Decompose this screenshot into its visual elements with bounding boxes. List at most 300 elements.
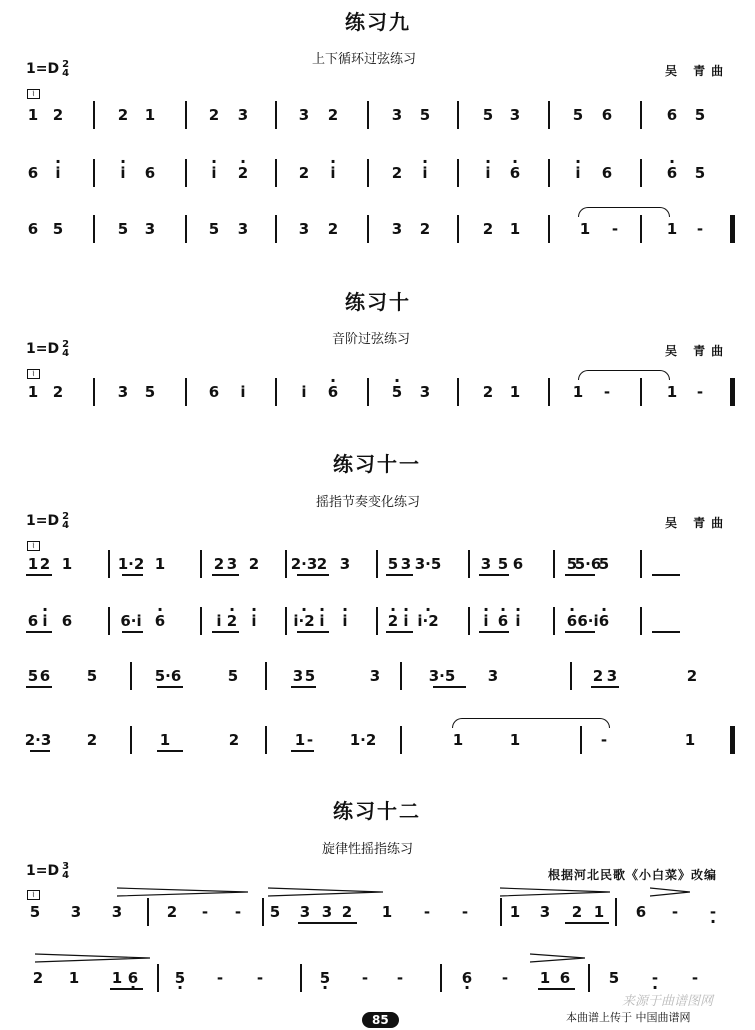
exercise-9-subtitle: 上下循环过弦练习 <box>312 52 417 67</box>
barline <box>640 378 642 406</box>
note: 3 <box>144 220 156 238</box>
beam <box>212 631 239 633</box>
note: 5·6 <box>154 667 182 685</box>
barline <box>265 662 267 690</box>
exercise-10-composer: 吴 青曲 <box>665 344 730 358</box>
note: - <box>691 969 699 987</box>
note: 2 <box>341 903 353 921</box>
barline <box>500 898 502 926</box>
note: 2 <box>592 667 604 685</box>
barline <box>457 159 459 187</box>
barline <box>93 159 95 187</box>
note: 5 <box>269 903 281 921</box>
score-row <box>0 105 755 135</box>
note: · 2 <box>227 611 237 631</box>
note: 3 <box>509 106 521 124</box>
note: 2 <box>482 383 494 401</box>
crescendo-hairpin <box>500 886 610 898</box>
note: 5 · <box>175 968 185 988</box>
exercise-9-title: 练习九 <box>345 10 411 34</box>
note: 3 <box>298 220 310 238</box>
barline <box>640 550 642 578</box>
note: 5 <box>144 383 156 401</box>
beam <box>157 750 183 752</box>
note: · i <box>422 163 427 183</box>
note: 1 <box>27 106 39 124</box>
note: 5 <box>598 555 610 573</box>
barline <box>157 964 159 992</box>
barline <box>130 726 132 754</box>
note: 5 <box>52 220 64 238</box>
note: - <box>396 969 404 987</box>
barline <box>440 964 442 992</box>
barline <box>640 607 642 635</box>
note: 3 <box>321 903 333 921</box>
note: 3·5 <box>414 555 442 573</box>
beam <box>386 574 413 576</box>
note: 6 <box>559 969 571 987</box>
note: 2 <box>419 220 431 238</box>
note: 3 <box>487 667 499 685</box>
beam <box>565 922 609 924</box>
beam <box>591 686 619 688</box>
note: 2 <box>391 164 403 182</box>
exercise-9-composer: 吴 青曲 <box>665 64 730 78</box>
exercise-11-key: 1=D 2 4 <box>26 511 70 531</box>
beam <box>479 574 509 576</box>
score-row <box>0 902 755 932</box>
beam <box>26 686 52 688</box>
barline <box>640 159 642 187</box>
note: 2 <box>117 106 129 124</box>
exercise-11-subtitle: 摇指节奏变化练习 <box>316 495 421 510</box>
exercise-10-title: 练习十 <box>345 290 411 314</box>
note: 1 <box>381 903 393 921</box>
note: · 5 <box>392 382 402 402</box>
note: 5 <box>387 555 399 573</box>
score-row <box>0 219 755 249</box>
beam <box>433 686 466 688</box>
note: 6 <box>144 164 156 182</box>
beam <box>565 631 595 633</box>
score-row <box>0 163 755 193</box>
note: 1 <box>154 555 166 573</box>
note: · i <box>575 163 580 183</box>
note: 1 <box>144 106 156 124</box>
note: · i <box>483 611 488 631</box>
page-number: 85 <box>362 1012 399 1028</box>
note: 6 <box>635 903 647 921</box>
note: 6 <box>601 106 613 124</box>
note: · i <box>120 163 125 183</box>
barline <box>548 159 550 187</box>
note: - <box>201 903 209 921</box>
note: 6·i <box>120 612 142 630</box>
barline <box>548 215 550 243</box>
note: 3·5 <box>428 667 456 685</box>
note: - <box>423 903 431 921</box>
note: · i <box>342 611 347 631</box>
note: 6·i <box>577 612 599 630</box>
note: - <box>501 969 509 987</box>
note: 2 <box>166 903 178 921</box>
note: 1 <box>579 220 591 238</box>
note: 6 <box>208 383 220 401</box>
time-signature: 2 4 <box>62 339 70 359</box>
note: 1 <box>159 731 171 749</box>
time-signature: 2 4 <box>62 511 70 531</box>
barline <box>376 607 378 635</box>
barline <box>548 378 550 406</box>
barline <box>275 215 277 243</box>
barline <box>265 726 267 754</box>
note: 5 <box>419 106 431 124</box>
barline <box>185 378 187 406</box>
note: 3 <box>111 903 123 921</box>
note: i <box>301 383 307 401</box>
note: - <box>216 969 224 987</box>
site-name: 中国曲谱网 <box>635 1011 691 1024</box>
beam <box>538 988 575 990</box>
note: - <box>696 383 704 401</box>
barline <box>147 898 149 926</box>
barline <box>200 550 202 578</box>
beam <box>26 631 52 633</box>
note: 1 <box>509 903 521 921</box>
note: 5 <box>86 667 98 685</box>
tremolo-mark-icon: ⌇ <box>27 541 40 551</box>
barline <box>367 101 369 129</box>
note: 1 <box>509 383 521 401</box>
barline <box>400 662 402 690</box>
beam <box>110 988 143 990</box>
note: · 6 <box>667 163 677 183</box>
note: · 6 <box>498 611 508 631</box>
note: · 6 <box>328 382 338 402</box>
beam <box>157 686 183 688</box>
barline <box>615 898 617 926</box>
barline <box>367 159 369 187</box>
note: 5 <box>572 106 584 124</box>
note: 3 <box>292 667 304 685</box>
barline <box>200 607 202 635</box>
note: 1 <box>509 220 521 238</box>
crescendo-hairpin <box>268 886 383 898</box>
watermark-logo: 来源于曲谱图网 <box>622 994 714 1009</box>
note: 2 <box>52 383 64 401</box>
barline <box>553 607 555 635</box>
note: 2 <box>32 969 44 987</box>
exercise-11-composer: 吴 青曲 <box>665 516 730 530</box>
note: 2 <box>228 731 240 749</box>
note: 5 <box>497 555 509 573</box>
beam <box>122 574 143 576</box>
note: · i <box>55 163 60 183</box>
note: 6 <box>666 106 678 124</box>
beam <box>291 686 316 688</box>
barline <box>185 159 187 187</box>
note: 1 <box>539 969 551 987</box>
note: 3 <box>226 555 238 573</box>
barline <box>262 898 264 926</box>
beam <box>122 631 143 633</box>
note: 2 <box>327 106 339 124</box>
tie <box>452 718 610 728</box>
beam <box>30 750 50 752</box>
tie <box>578 370 670 380</box>
barline <box>185 101 187 129</box>
barline <box>376 550 378 578</box>
exercise-12-subtitle: 旋律性摇指练习 <box>322 842 414 857</box>
beam <box>297 631 329 633</box>
note: · 6 <box>155 611 165 631</box>
tie <box>578 207 670 217</box>
note: 5 <box>27 667 39 685</box>
note: 5 <box>117 220 129 238</box>
time-signature: 3 4 <box>62 861 70 881</box>
barline <box>457 101 459 129</box>
beam <box>565 574 595 576</box>
barline <box>457 378 459 406</box>
exercise-12-composer: 根据河北民歌《小白菜》改编 <box>548 868 718 882</box>
barline <box>468 607 470 635</box>
note: · 2 <box>238 163 248 183</box>
note: 2 <box>213 555 225 573</box>
time-signature: 2 4 <box>62 59 70 79</box>
note: 1 <box>666 383 678 401</box>
exercise-10-subtitle: 音阶过弦练习 <box>332 332 411 347</box>
note: 2 <box>208 106 220 124</box>
barline <box>275 101 277 129</box>
barline <box>93 101 95 129</box>
beam <box>652 631 680 633</box>
note: 3 <box>298 106 310 124</box>
barline <box>130 662 132 690</box>
note: 2 <box>482 220 494 238</box>
score-row <box>0 382 755 412</box>
note: i <box>240 383 246 401</box>
barline <box>588 964 590 992</box>
note: · i <box>251 611 256 631</box>
note: - <box>603 383 611 401</box>
note: 6 <box>27 612 39 630</box>
final-barline <box>730 215 735 243</box>
note: 1 <box>666 220 678 238</box>
note: · 6 <box>510 163 520 183</box>
note: · i·2 <box>417 611 438 631</box>
note: 3 <box>369 667 381 685</box>
crescendo-hairpin <box>117 886 248 898</box>
note: 6 · <box>128 968 138 988</box>
note: 1·2 <box>117 555 145 573</box>
note: 6 <box>27 164 39 182</box>
note: - <box>234 903 242 921</box>
note: 3 <box>539 903 551 921</box>
note: - <box>696 220 704 238</box>
note: 1 <box>61 555 73 573</box>
note: 1 <box>684 731 696 749</box>
note: 5 <box>304 667 316 685</box>
note: 1 <box>294 731 306 749</box>
crescendo-hairpin <box>650 886 690 898</box>
note: 3 <box>419 383 431 401</box>
exercise-11-title: 练习十一 <box>333 452 421 476</box>
beam <box>298 922 357 924</box>
note: - <box>306 731 314 749</box>
note: · i <box>485 163 490 183</box>
note: 6 <box>39 667 51 685</box>
note: 2 <box>316 555 328 573</box>
note: 3 <box>70 903 82 921</box>
note: 6 <box>27 220 39 238</box>
beam <box>386 631 413 633</box>
note: 6 <box>61 612 73 630</box>
tremolo-mark-icon: ⌇ <box>27 89 40 99</box>
note: 3 <box>480 555 492 573</box>
beam <box>291 750 314 752</box>
tremolo-mark-icon: ⌇ <box>27 890 40 900</box>
exercise-12-title: 练习十二 <box>333 799 421 823</box>
note: · 6 <box>599 611 609 631</box>
note: 2·3 <box>24 731 52 749</box>
barline <box>640 215 642 243</box>
barline <box>580 726 582 754</box>
note: 3 <box>391 220 403 238</box>
note: · i <box>403 611 408 631</box>
note: · i <box>42 611 47 631</box>
note: · 2 <box>388 611 398 631</box>
final-barline <box>730 726 735 754</box>
barline <box>275 159 277 187</box>
note: - · <box>710 902 716 922</box>
beam <box>26 574 52 576</box>
note: 6 <box>512 555 524 573</box>
exercise-9-key: 1=D 2 4 <box>26 59 70 79</box>
barline <box>367 378 369 406</box>
note: 2 <box>686 667 698 685</box>
barline <box>553 550 555 578</box>
note: 3 <box>606 667 618 685</box>
barline <box>457 215 459 243</box>
note: - · <box>652 968 658 988</box>
note: 2 <box>39 555 51 573</box>
note: 5 <box>608 969 620 987</box>
note: 5 <box>482 106 494 124</box>
note: 1 <box>572 383 584 401</box>
note: - <box>361 969 369 987</box>
barline <box>400 726 402 754</box>
note: 6 · <box>462 968 472 988</box>
final-barline <box>730 378 735 406</box>
note: - <box>256 969 264 987</box>
barline <box>93 215 95 243</box>
note: 1 <box>509 731 521 749</box>
note: 1·2 <box>349 731 377 749</box>
barline <box>108 607 110 635</box>
note: 2·3 <box>290 555 318 573</box>
note: 3 <box>391 106 403 124</box>
note: 3 <box>237 106 249 124</box>
note: 5 <box>694 164 706 182</box>
footer-note: 本曲谱上传于 中国曲谱网 <box>566 1011 691 1024</box>
note: 1 <box>593 903 605 921</box>
note: 3 <box>117 383 129 401</box>
beam <box>212 574 239 576</box>
score-row <box>0 611 755 641</box>
beam <box>479 631 509 633</box>
barline <box>275 378 277 406</box>
crescendo-hairpin <box>530 952 585 964</box>
note: 5 <box>694 106 706 124</box>
barline <box>367 215 369 243</box>
barline <box>640 101 642 129</box>
note: · i <box>330 163 335 183</box>
note: i <box>216 612 222 630</box>
score-row <box>0 554 755 584</box>
note: - <box>600 731 608 749</box>
beam <box>652 574 680 576</box>
note: 6 <box>601 164 613 182</box>
note: 1 <box>111 969 123 987</box>
crescendo-hairpin <box>35 952 150 964</box>
note: 2 <box>571 903 583 921</box>
note: 5 <box>227 667 239 685</box>
note: 1 <box>27 555 39 573</box>
note: 1 <box>452 731 464 749</box>
note: - <box>611 220 619 238</box>
note: 5 <box>29 903 41 921</box>
note: 3 <box>400 555 412 573</box>
note: · i <box>211 163 216 183</box>
note: 2 <box>248 555 260 573</box>
note: 5 <box>566 555 578 573</box>
note: 3 <box>339 555 351 573</box>
note: 5 · <box>320 968 330 988</box>
score-row <box>0 730 755 760</box>
note: · i <box>319 611 324 631</box>
beam <box>297 574 329 576</box>
note: 5·6 <box>574 555 602 573</box>
barline <box>285 607 287 635</box>
note: · i·2 <box>293 611 314 631</box>
tremolo-mark-icon: ⌇ <box>27 369 40 379</box>
barline <box>570 662 572 690</box>
barline <box>93 378 95 406</box>
exercise-12-key: 1=D 3 4 <box>26 861 70 881</box>
note: 1 <box>68 969 80 987</box>
note: · i <box>515 611 520 631</box>
note: · 6 <box>567 611 577 631</box>
barline <box>185 215 187 243</box>
note: 2 <box>298 164 310 182</box>
barline <box>300 964 302 992</box>
barline <box>548 101 550 129</box>
barline <box>468 550 470 578</box>
barline <box>285 550 287 578</box>
exercise-10-key: 1=D 2 4 <box>26 339 70 359</box>
note: - <box>671 903 679 921</box>
note: 3 <box>299 903 311 921</box>
score-row <box>0 666 755 696</box>
note: 2 <box>327 220 339 238</box>
note: 2 <box>86 731 98 749</box>
note: 3 <box>237 220 249 238</box>
note: 2 <box>52 106 64 124</box>
barline <box>108 550 110 578</box>
note: - <box>461 903 469 921</box>
note: 5 <box>208 220 220 238</box>
note: 1 <box>27 383 39 401</box>
